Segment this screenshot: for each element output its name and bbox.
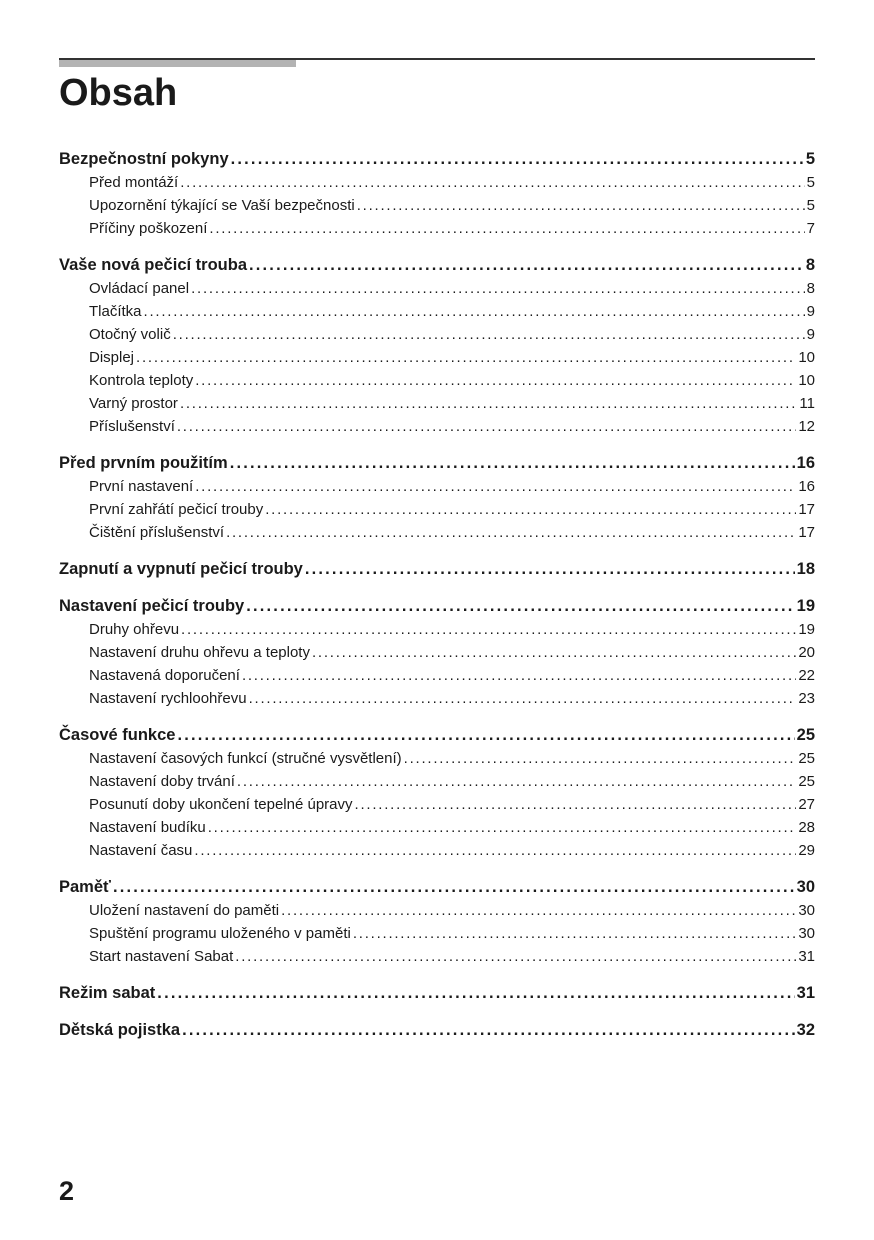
toc-entry-page: 25: [798, 773, 815, 790]
toc-entry-title: Posunutí doby ukončení tepelné úpravy: [89, 796, 353, 813]
toc-entry-page: 27: [798, 796, 815, 813]
toc-entry-page: 17: [798, 501, 815, 518]
toc-entry[interactable]: [59, 641, 815, 664]
page-number: 2: [59, 1176, 75, 1206]
dot-leader: [226, 521, 796, 544]
page-title: Obsah: [59, 72, 178, 114]
toc-entry[interactable]: [59, 770, 815, 793]
toc-section-heading[interactable]: [59, 254, 815, 277]
toc-entry[interactable]: [59, 618, 815, 641]
dot-leader: [357, 194, 805, 217]
toc-entry-title: Nastavení druhu ohřevu a teploty: [89, 644, 310, 661]
toc-section-heading-title: Nastavení pečicí trouby: [59, 597, 245, 615]
toc-entry-title: Tlačítka: [89, 303, 142, 320]
dot-leader: [265, 498, 796, 521]
toc-entry-page: 11: [799, 395, 815, 412]
toc-section-heading[interactable]: [59, 876, 815, 899]
dot-leader: [242, 664, 796, 687]
toc-entry-title: Upozornění týkající se Vaší bezpečnosti: [89, 197, 355, 214]
toc-section-heading-title: Bezpečnostní pokyny: [59, 150, 229, 168]
toc-entry[interactable]: [59, 498, 815, 521]
dot-leader: [180, 171, 804, 194]
toc-entry-page: 9: [806, 303, 815, 320]
toc-entry-title: Displej: [89, 349, 135, 366]
dot-leader: [231, 148, 804, 171]
toc-section-heading-page: 8: [805, 256, 815, 274]
dot-leader: [235, 945, 796, 968]
toc-section: [59, 1019, 815, 1042]
toc-entry-title: Nastavení času: [89, 842, 193, 859]
toc-section: [59, 558, 815, 581]
toc-entry-page: 30: [798, 925, 815, 942]
dot-leader: [113, 876, 795, 899]
dot-leader: [249, 687, 797, 710]
toc-entry-page: 22: [798, 667, 815, 684]
toc-entry-page: 31: [798, 948, 815, 965]
toc-entry-title: Nastavení rychloohřevu: [89, 690, 247, 707]
toc-entry-page: 28: [798, 819, 815, 836]
toc-entry-title: Nastavení doby trvání: [89, 773, 235, 790]
toc-section-heading[interactable]: [59, 148, 815, 171]
toc-entry[interactable]: [59, 793, 815, 816]
toc-entry-title: Spuštění programu uloženého v paměti: [89, 925, 351, 942]
toc-entry[interactable]: [59, 747, 815, 770]
toc-entry-page: 29: [798, 842, 815, 859]
dot-leader: [312, 641, 796, 664]
dot-leader: [177, 415, 796, 438]
toc-entry[interactable]: [59, 922, 815, 945]
toc-section: [59, 876, 815, 968]
toc-section-heading-title: Zapnutí a vypnutí pečicí trouby: [59, 560, 303, 578]
dot-leader: [249, 254, 804, 277]
dot-leader: [355, 793, 797, 816]
toc-section-heading-title: Režim sabat: [59, 984, 156, 1002]
dot-leader: [195, 475, 796, 498]
dot-leader: [195, 369, 796, 392]
dot-leader: [177, 724, 794, 747]
toc-entry[interactable]: [59, 899, 815, 922]
dot-leader: [404, 747, 797, 770]
toc-entry[interactable]: [59, 194, 815, 217]
dot-leader: [281, 899, 796, 922]
toc-section-heading-title: Časové funkce: [59, 726, 176, 744]
toc-section-heading[interactable]: [59, 558, 815, 581]
toc-section-heading-page: 32: [796, 1021, 815, 1039]
toc-entry-title: Uložení nastavení do paměti: [89, 902, 280, 919]
toc-entry[interactable]: [59, 687, 815, 710]
dot-leader: [181, 618, 796, 641]
toc-entry-page: 16: [798, 478, 815, 495]
toc-section-heading[interactable]: [59, 452, 815, 475]
dot-leader: [182, 1019, 795, 1042]
toc-entry-title: Druhy ohřevu: [89, 621, 180, 638]
table-of-contents: [59, 148, 815, 1056]
toc-entry-page: 12: [798, 418, 815, 435]
dot-leader: [173, 323, 805, 346]
dot-leader: [191, 277, 805, 300]
toc-section: [59, 982, 815, 1005]
toc-entry-title: První nastavení: [89, 478, 194, 495]
toc-entry[interactable]: [59, 277, 815, 300]
toc-entry-page: 20: [798, 644, 815, 661]
dot-leader: [144, 300, 805, 323]
toc-section-heading-title: Před prvním použitím: [59, 454, 228, 472]
toc-section-heading-page: 16: [796, 454, 815, 472]
toc-entry-title: Start nastavení Sabat: [89, 948, 234, 965]
toc-section-heading[interactable]: [59, 724, 815, 747]
toc-section: [59, 148, 815, 240]
toc-entry-title: Otočný volič: [89, 326, 171, 343]
dot-leader: [305, 558, 795, 581]
toc-section: [59, 595, 815, 710]
toc-entry[interactable]: [59, 217, 815, 240]
toc-entry-page: 8: [806, 280, 815, 297]
dot-leader: [237, 770, 796, 793]
toc-entry-page: 5: [806, 197, 815, 214]
toc-section-heading-title: Paměť: [59, 878, 111, 896]
toc-section-heading-page: 19: [796, 597, 815, 615]
toc-entry[interactable]: [59, 369, 815, 392]
toc-entry-title: Čištění příslušenství: [89, 524, 225, 541]
toc-entry-title: Ovládací panel: [89, 280, 190, 297]
dot-leader: [230, 452, 795, 475]
toc-entry-page: 17: [798, 524, 815, 541]
toc-entry-page: 9: [806, 326, 815, 343]
toc-entry[interactable]: [59, 945, 815, 968]
toc-entry[interactable]: [59, 346, 815, 369]
header-accent-bar: [59, 60, 296, 67]
dot-leader: [353, 922, 796, 945]
dot-leader: [246, 595, 794, 618]
toc-section-heading-page: 18: [796, 560, 815, 578]
toc-section-heading-page: 5: [805, 150, 815, 168]
toc-entry-page: 30: [798, 902, 815, 919]
toc-entry-title: Nastavená doporučení: [89, 667, 240, 684]
toc-entry-title: Kontrola teploty: [89, 372, 194, 389]
dot-leader: [157, 982, 794, 1005]
toc-entry[interactable]: [59, 300, 815, 323]
dot-leader: [136, 346, 796, 369]
toc-entry[interactable]: [59, 839, 815, 862]
toc-entry-title: Nastavení budíku: [89, 819, 206, 836]
toc-section-heading[interactable]: [59, 595, 815, 618]
toc-entry-title: Příslušenství: [89, 418, 175, 435]
toc-entry-page: 7: [806, 220, 815, 237]
dot-leader: [194, 839, 796, 862]
toc-entry-title: Nastavení časových funkcí (stručné vysvětlení): [89, 750, 402, 767]
toc-entry[interactable]: [59, 171, 815, 194]
toc-entry[interactable]: [59, 521, 815, 544]
toc-entry-page: 10: [798, 349, 815, 366]
toc-entry-title: Varný prostor: [89, 395, 178, 412]
toc-entry[interactable]: [59, 664, 815, 687]
toc-section-heading-page: 30: [796, 878, 815, 896]
toc-entry[interactable]: [59, 415, 815, 438]
toc-section-heading[interactable]: [59, 982, 815, 1005]
toc-section-heading-page: 25: [796, 726, 815, 744]
toc-entry-page: 25: [798, 750, 815, 767]
toc-entry-title: Před montáží: [89, 174, 179, 191]
toc-section-heading[interactable]: [59, 1019, 815, 1042]
toc-section-heading-title: Vaše nová pečicí trouba: [59, 256, 247, 274]
toc-entry-page: 5: [806, 174, 815, 191]
dot-leader: [208, 816, 797, 839]
toc-entry[interactable]: [59, 816, 815, 839]
toc-section-heading-title: Dětská pojistka: [59, 1021, 181, 1039]
toc-entry[interactable]: [59, 475, 815, 498]
dot-leader: [209, 217, 804, 240]
toc-entry[interactable]: [59, 323, 815, 346]
toc-section: [59, 254, 815, 438]
toc-entry-page: 23: [798, 690, 815, 707]
toc-entry[interactable]: [59, 392, 815, 415]
toc-entry-title: První zahřátí pečicí trouby: [89, 501, 264, 518]
toc-section: [59, 452, 815, 544]
toc-section: [59, 724, 815, 862]
toc-section-heading-page: 31: [796, 984, 815, 1002]
toc-entry-page: 19: [798, 621, 815, 638]
toc-entry-page: 10: [798, 372, 815, 389]
dot-leader: [180, 392, 797, 415]
toc-entry-title: Příčiny poškození: [89, 220, 208, 237]
